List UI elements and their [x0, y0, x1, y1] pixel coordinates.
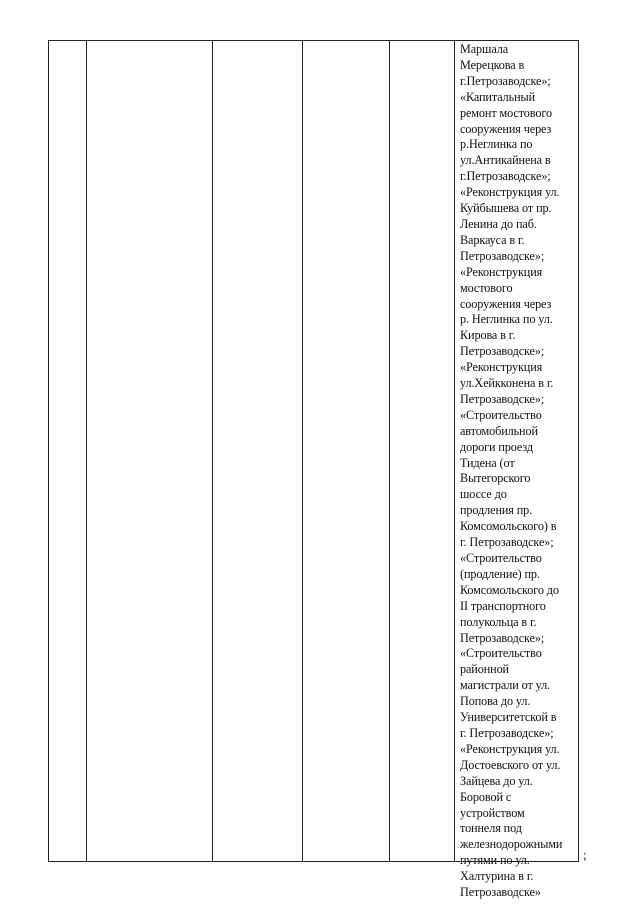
column-divider-1 [48, 40, 49, 862]
column-divider-3 [212, 40, 213, 862]
table-cell-project-list: Маршала Мерецкова в г.Петрозаводске»; «Капитальный ремонт мостового сооружения через р.Неглинка по ул.Антикайнена в г.Петрозаводске»; «Реконструкция ул. Куйбышева от пр. Ленина до паб. Варкауса в г. Петрозаводске»; «Реконструкция мостового сооружения через р. Неглинка по ул. Кирова в г. Петрозаводске»; «Реконструкция ул.Хейкконена в г. Петрозаводске»; «Строительство автомобильной дороги проезд Тидена (от Вытегорского шоссе до продления пр. Комсомольского) в г. Петрозаводске»; «Строительство (продление) пр. Комсомольского до II транспортного полукольца в г. Петрозаводске»; «Строительство районной магистрали от ул. Попова до ул. Университетской в г. Петрозаводске»; «Реконструкция ул. Достоевского от ул. Зайцева до ул. Боровой с устройством тоннеля под железнодорожными путями по ул. Халтурина в г. Петрозаводске» [460, 42, 563, 900]
column-divider-5 [389, 40, 390, 862]
trailing-semicolon: ; [583, 847, 587, 862]
column-divider-4 [302, 40, 303, 862]
column-divider-6 [454, 40, 455, 862]
column-divider-2 [86, 40, 87, 862]
